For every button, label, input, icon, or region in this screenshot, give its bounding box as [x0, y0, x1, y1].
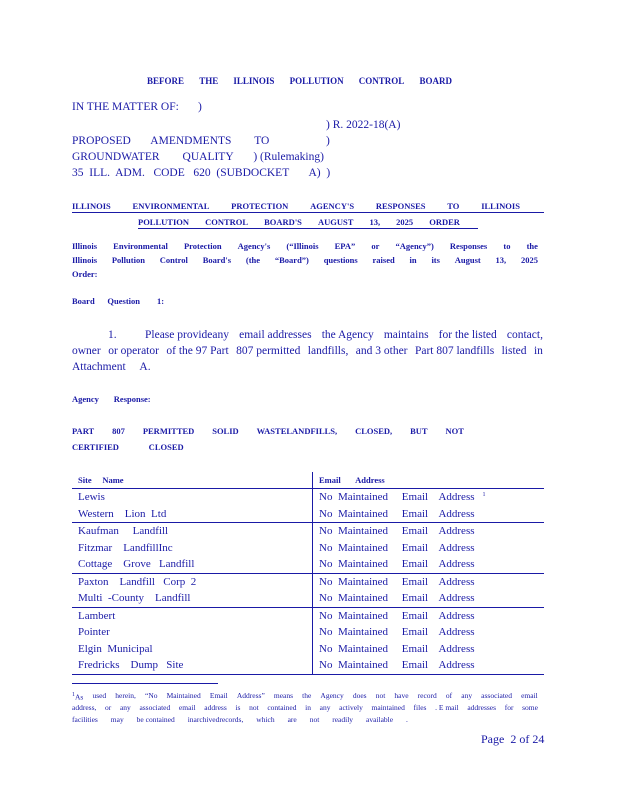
footnote-2-word: email — [178, 703, 196, 712]
question-2-word: listed — [501, 345, 527, 357]
board-title-word: ILLINOIS — [233, 76, 275, 86]
footnote-2-word: any — [319, 703, 331, 712]
footnote-1-word: means — [273, 691, 294, 700]
email-address-value: No Maintained Email Address — [319, 609, 475, 622]
agency-response-label: Agency Response: — [72, 394, 151, 404]
email-address-value: No Maintained Email Address — [319, 592, 475, 605]
site-name-cell: Lewis — [72, 489, 313, 506]
page-number: Page 2 of 24 — [481, 732, 545, 746]
footnote-1-word: Agency — [320, 691, 344, 700]
category-1-word: WASTELANDFILLS, — [256, 426, 338, 436]
matter-line-4: GROUNDWATER QUALITY ) (Rulemaking) — [72, 151, 324, 163]
category-1-word: NOT — [445, 426, 464, 436]
intro-2-word: Illinois — [72, 255, 98, 265]
intro-1-word: EPA” — [334, 241, 356, 251]
email-address-value: No Maintained Email Address — [319, 491, 475, 504]
footnote-3-word: facilities — [72, 715, 98, 724]
table-row — [72, 573, 544, 590]
email-address-value: No Maintained Email Address — [319, 541, 475, 554]
site-name-cell: Kaufman Landfill — [72, 523, 313, 540]
footnote-1-word: $^1$As — [72, 692, 84, 702]
footnote-1-word: have — [394, 691, 409, 700]
footnote-2-word: not — [249, 703, 259, 712]
email-address-cell — [313, 540, 545, 557]
footnote-1-word: does — [352, 691, 367, 700]
heading-1-word: PROTECTION — [231, 201, 289, 211]
footnote-3-word: may — [110, 715, 124, 724]
intro-1-word: “Agency”) — [395, 241, 434, 251]
footnote-2-word: any — [119, 703, 131, 712]
site-name-cell: Fitzmar LandfillInc — [72, 540, 313, 557]
email-address-value: No Maintained Email Address — [319, 525, 475, 538]
table-row — [72, 523, 544, 540]
table-row — [72, 590, 544, 607]
matter-line-1: IN THE MATTER OF: — [72, 101, 179, 113]
table-row — [72, 506, 544, 523]
email-address-value: No Maintained Email Address — [319, 626, 475, 639]
site-name-cell: Elgin Municipal — [72, 641, 313, 658]
table-row — [72, 540, 544, 557]
footnote-reference[interactable]: 1 — [482, 491, 486, 498]
footnote-line-3 — [72, 714, 408, 725]
footnote-marker: 1 — [72, 692, 75, 698]
heading-1-word: AGENCY'S — [310, 201, 355, 211]
table-row — [72, 657, 544, 674]
email-address-cell — [313, 590, 545, 607]
intro-2-word: (the — [245, 255, 261, 265]
footnote-1-word: the — [302, 691, 312, 700]
footnote-2-word: contained — [267, 703, 297, 712]
matter-line-5: 35 ILL. ADM. CODE 620 (SUBDOCKET A) ) — [72, 167, 331, 179]
footnote-1-word: herein, — [115, 691, 136, 700]
intro-2-word: Pollution — [111, 255, 145, 265]
footnote-line-2 — [72, 702, 538, 713]
email-address-cell — [313, 607, 545, 624]
intro-2-word: its — [431, 255, 440, 265]
footnote-3-word: are — [287, 715, 297, 724]
intro-1-word: Environmental — [113, 241, 168, 251]
intro-line-1 — [72, 241, 538, 251]
email-address-cell — [313, 573, 545, 590]
footnote-1-word: of — [445, 691, 453, 700]
heading-2-word: 2025 — [396, 217, 414, 227]
table-row — [72, 607, 544, 624]
email-address-value: No Maintained Email Address — [319, 507, 475, 520]
intro-1-word: to — [503, 241, 511, 251]
table-row — [72, 556, 544, 573]
intro-1-word: or — [371, 241, 380, 251]
footnote-1-word: Email — [209, 691, 228, 700]
heading-2-word: POLLUTION — [138, 217, 190, 227]
question-2-word: landfills, — [307, 345, 349, 357]
category-1-word: BUT — [410, 426, 428, 436]
heading-2-word: AUGUST — [317, 217, 354, 227]
site-name-cell: Cottage Grove Landfill — [72, 556, 313, 573]
email-address-cell — [313, 523, 545, 540]
heading-1-word: ILLINOIS — [72, 201, 111, 211]
response-heading-line-2 — [138, 217, 460, 227]
email-address-value: No Maintained Email Address — [319, 659, 475, 672]
footnote-3-word: be contained — [136, 715, 175, 724]
footnote-1-word: Address” — [236, 691, 265, 700]
table-row — [72, 489, 544, 506]
category-line-1 — [72, 426, 464, 436]
footnote-2-word: in — [305, 703, 311, 712]
question-2-word: of the 97 Part — [166, 345, 229, 357]
footnote-1-word: associated — [481, 691, 512, 700]
footnote-2-word: address, — [72, 703, 97, 712]
footnote-3-word: inarchivedrecords, — [187, 715, 244, 724]
email-address-cell — [313, 657, 545, 674]
question-2-word: 807 permitted — [236, 345, 301, 357]
footnote-1-word: record — [417, 691, 437, 700]
intro-2-word: Control — [159, 255, 188, 265]
site-name-cell: Western Lion Ltd — [72, 506, 313, 523]
docket-number: ) R. 2022-18(A) — [326, 119, 401, 131]
category-1-word: SOLID — [212, 426, 239, 436]
board-title-word: BEFORE — [147, 76, 185, 86]
intro-1-word: (“Illinois — [286, 241, 319, 251]
footnote-1-word: Maintained — [166, 691, 201, 700]
intro-1-word: Responses — [449, 241, 488, 251]
email-address-cell — [313, 489, 545, 506]
matter-paren-3: ) — [326, 135, 330, 147]
email-address-cell — [313, 556, 545, 573]
question-1-word: email addresses — [239, 329, 312, 341]
site-name-cell: Multi -County Landfill — [72, 590, 313, 607]
intro-1-word: Illinois — [72, 241, 98, 251]
board-title-word: POLLUTION — [289, 76, 344, 86]
heading-underline-1 — [72, 212, 544, 213]
footnote-2-word: some — [522, 703, 538, 712]
response-heading-line-1 — [72, 201, 520, 211]
intro-2-word: raised — [372, 255, 395, 265]
question-1-word: Please provideany — [145, 329, 229, 341]
question-line-1 — [145, 327, 543, 343]
question-1-word: contact, — [506, 329, 543, 341]
heading-2-word: BOARD'S — [264, 217, 302, 227]
site-name-cell: Pointer — [72, 624, 313, 641]
board-title-word: BOARD — [419, 76, 452, 86]
footnote-2-word: address — [204, 703, 227, 712]
question-2-word: Part 807 landfills — [414, 345, 495, 357]
email-address-cell — [313, 641, 545, 658]
footnote-1-word: not — [375, 691, 386, 700]
question-line-3: Attachment A. — [72, 361, 151, 373]
category-1-word: 807 — [112, 426, 125, 436]
board-title-word: CONTROL — [358, 76, 405, 86]
board-title — [147, 76, 452, 86]
intro-2-word: “Board”) — [274, 255, 309, 265]
intro-line-2 — [72, 255, 538, 265]
matter-paren-1: ) — [198, 101, 202, 113]
intro-2-word: Board's — [202, 255, 232, 265]
footnote-1-word: “No — [145, 691, 158, 700]
question-1-word: for the listed — [438, 329, 497, 341]
intro-2-word: in — [409, 255, 417, 265]
heading-2-word: ORDER — [429, 217, 460, 227]
heading-1-word: ENVIRONMENTAL — [132, 201, 210, 211]
intro-2-word: questions — [323, 255, 358, 265]
footnote-2-word: for — [504, 703, 514, 712]
table-row — [72, 641, 544, 658]
intro-2-word: 2025 — [520, 255, 538, 265]
footnote-2-word: addresses — [467, 703, 497, 712]
heading-underline-2 — [138, 228, 478, 229]
question-2-word: in — [533, 345, 543, 357]
question-2-word: or operator — [108, 345, 159, 357]
category-line-2: CERTIFIED CLOSED — [72, 442, 184, 452]
intro-1-word: Agency's — [237, 241, 271, 251]
footnote-3-word: . — [406, 715, 408, 724]
question-1-word: the Agency — [321, 329, 374, 341]
heading-1-word: RESPONSES — [375, 201, 426, 211]
intro-2-word: August — [454, 255, 481, 265]
column-header-site-name: Site Name — [72, 472, 313, 489]
question-2-word: owner — [72, 345, 101, 357]
question-1-word: maintains — [383, 329, 429, 341]
footnote-2-word: maintained — [371, 703, 405, 712]
email-address-cell — [313, 506, 545, 523]
site-name-cell: Fredricks Dump Site — [72, 657, 313, 674]
intro-1-word: Protection — [183, 241, 222, 251]
table-row — [72, 624, 544, 641]
footnote-2-word: or — [105, 703, 112, 712]
footnote-3-word: not — [309, 715, 320, 724]
footnote-2-word: actively — [339, 703, 363, 712]
footnote-2-word: is — [235, 703, 241, 712]
footnote-3-word: which — [256, 715, 275, 724]
landfill-email-table — [72, 472, 544, 675]
intro-1-word: the — [526, 241, 538, 251]
footnote-2-word: . E mail — [435, 703, 459, 712]
intro-line-3: Order: — [72, 269, 98, 279]
question-line-2 — [72, 343, 543, 359]
footnote-2-word: associated — [139, 703, 171, 712]
email-address-value: No Maintained Email Address — [319, 558, 475, 571]
email-address-value: No Maintained Email Address — [319, 642, 475, 655]
site-name-cell: Lambert — [72, 607, 313, 624]
footnote-1-word: used — [92, 691, 107, 700]
question-2-word: and 3 other — [355, 345, 408, 357]
footnote-1-word: any — [461, 691, 473, 700]
footnote-1-word: email — [521, 691, 538, 700]
column-header-email-address: Email Address — [319, 475, 385, 485]
category-1-word: PART — [72, 426, 95, 436]
heading-2-word: 13, — [369, 217, 381, 227]
site-name-cell: Paxton Landfill Corp 2 — [72, 573, 313, 590]
footnote-separator — [72, 683, 218, 684]
footnote-2-word: files — [413, 703, 427, 712]
intro-2-word: 13, — [495, 255, 507, 265]
email-address-cell — [313, 624, 545, 641]
footnote-line-1 — [72, 690, 538, 703]
heading-1-word: TO — [447, 201, 460, 211]
email-address-value: No Maintained Email Address — [319, 575, 475, 588]
footnote-3-word: available — [366, 715, 394, 724]
matter-line-3: PROPOSED AMENDMENTS TO — [72, 135, 270, 147]
category-1-word: CLOSED, — [355, 426, 393, 436]
footnote-3-word: readily — [332, 715, 354, 724]
board-title-word: THE — [199, 76, 219, 86]
heading-2-word: CONTROL — [205, 217, 249, 227]
board-question-label: Board Question 1: — [72, 296, 165, 306]
heading-1-word: ILLINOIS — [481, 201, 520, 211]
question-number: 1. — [108, 329, 117, 341]
category-1-word: PERMITTED — [142, 426, 195, 436]
